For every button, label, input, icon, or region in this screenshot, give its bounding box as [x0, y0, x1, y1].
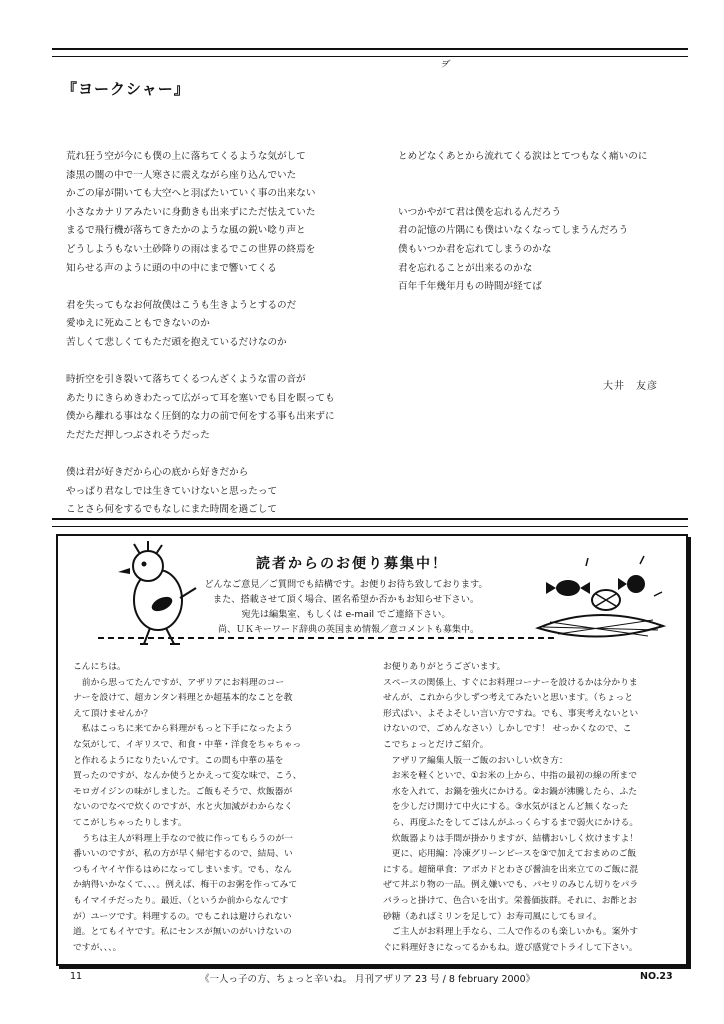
stanza-gap	[66, 278, 335, 297]
text-line: 前から思ってたんですが、アザリアにお料理のコー	[73, 677, 285, 688]
text-line: と作れるようになりたいんです。この間も中華の基を	[73, 755, 284, 766]
text-line: 炊飯器よりは手間が掛かりますが、結構おいしく炊けますよ！	[383, 833, 639, 844]
text-line: ぜて丼ぶり物の一品。例え嫌いでも、パセリのみじん切りをパラ	[383, 880, 639, 891]
text-line: 君を忘れることが出来るのかな	[398, 262, 533, 274]
stanza-gap	[66, 353, 335, 372]
text-line: まるで飛行機が落ちてきたかのような風の鋭い唸り声と	[66, 225, 306, 237]
box-note: 尚、ＵＫキーワード辞典の英国まめ情報／意コメントも募集中。	[218, 625, 480, 635]
text-line: ぐに料理好きになってるかもね。遊び感覚でトライして下さい。	[383, 942, 638, 953]
text-line: 僕は君が好きだから心の底から好きだから	[66, 467, 249, 479]
reader-letter	[73, 660, 302, 956]
text-line: スペースの関係上、すぐにお料理コーナーを設けるかは分かりま	[383, 677, 638, 688]
footer-caption: 《一人っ子の方、ちょっと辛いね。 月刊アザリア 23 号 / 8 february 2000》	[200, 974, 536, 985]
text-line: 形式ばい、よそよそしい言い方ですね。でも、事実考えないとい	[383, 708, 639, 719]
dashed-divider	[98, 637, 554, 639]
text-line: 買ったのですが、なんか使うとかえって変な味で、こう、	[73, 771, 302, 782]
text-line: アザリア編集人版一ご飯のおいしい炊き方：	[383, 755, 568, 766]
box-intro-line: どんなご意見／ご質問でも結構です。お便りお待ち致しております。	[204, 579, 488, 590]
box-intro-line: 宛先は編集室、もしくは e-mail でご連絡下さい。	[241, 609, 451, 620]
stanza-gap	[66, 446, 335, 465]
section-rule	[52, 518, 688, 527]
editor-reply	[383, 660, 638, 956]
text-line: 砂糖（あればミリンを足して）お寿司風にしてもヨイ。	[383, 911, 602, 922]
text-line: こでちょっとだけご紹介。	[383, 739, 489, 750]
text-line: 小さなカナリアみたいに身動きも出来ずにただ怯えていた	[66, 206, 316, 218]
issue-number: NO.23	[640, 971, 673, 982]
text-line: ですが、、、。	[73, 942, 122, 953]
text-line: 時折空を引き裂いて落ちてくるつんざくような雷の音が	[66, 374, 306, 386]
text-line: あたりにきらめきわたって広がって耳を塞いでも目を瞑っても	[66, 392, 335, 404]
text-line: 君の記憶の片隅にも僕はいなくなってしまうんだろう	[398, 225, 629, 237]
text-line: えて頂けませんか？	[73, 708, 153, 719]
box-intro	[196, 577, 496, 622]
text-line: てこがしちゃったりします。	[73, 817, 187, 828]
stanza-gap	[398, 167, 647, 186]
text-line: モロガイジンの味がしました。ご飯もそうで、炊飯器が	[73, 786, 293, 797]
text-line: ないのでなべで炊くのですが、水と火加減がわからなく	[73, 802, 293, 813]
candy-nest-illustration	[528, 548, 668, 648]
page-number: 11	[70, 971, 83, 982]
box-title: 読者からのお便り募集中！	[256, 556, 448, 572]
text-line: 百年千年幾年月もの時間が経てば	[398, 281, 542, 293]
text-line: か納得いかなくて、、、。例えば、梅干のお粥を作ってみて	[73, 880, 298, 891]
text-line: つもイヤイヤ作るはめになってしまいます。でも、なん	[73, 864, 292, 875]
poem-right-column	[398, 148, 647, 297]
text-line: 道。とてもイヤです。私にセンスが無いのがいけないの	[73, 927, 292, 938]
text-line: ら、再度ふたをしてごはんがふっくらするまで弱火にかける。	[383, 817, 639, 828]
text-line: パラっと掛けて、色合いを出す。栄養価抜群。それに、お酢とお	[383, 895, 637, 906]
text-line: お便りありがとうございます。	[383, 662, 506, 672]
text-line: な気がして、イギリスで、和食・中華・洋食をちゃちゃっ	[73, 739, 302, 750]
text-line: 番いいのですが、私の方が早く帰宅するので、結局、い	[73, 849, 293, 860]
text-line: が）ユーツです。料理するの。でもこれは避けられない	[73, 911, 292, 922]
text-line: 君を失ってもなお何故僕はこうも生きようとするのだ	[66, 299, 297, 311]
text-line: もイマイチだったり。最近、（というか前からなんです	[73, 895, 289, 906]
stanza-gap	[398, 185, 647, 204]
text-line: ナーを設けて、超カンタン料理とか超基本的なことを教	[73, 693, 293, 704]
page-title: 『ヨークシャー』	[62, 80, 190, 98]
text-line: とめどなくあとから流れてくる涙はとてつもなく痛いのに	[398, 151, 648, 162]
text-line: かごの扉が開いても大空へと羽ばたいていく事の出来ない	[66, 188, 316, 200]
text-line: お米を軽くといで、①お米の上から、中指の最初の線の所まで	[383, 771, 638, 782]
text-line: 荒れ狂う空が今にも僕の上に落ちてくるような気がして	[66, 151, 306, 162]
header-rule	[52, 48, 688, 57]
text-line: 僕から離れる事はなく圧倒的な力の前で何をする事も出来ずに	[66, 411, 335, 423]
text-line: ただただ押しつぶされそうだった	[66, 429, 210, 441]
text-line: いつかやがて君は僕を忘れるんだろう	[398, 206, 562, 218]
header-mark: ヺ	[440, 60, 450, 70]
text-line: ことさら何をするでもなしにまた時間を過ごして	[66, 504, 277, 516]
text-line: ご主人がお料理上手なら、二人で作るのも楽しいかも。案外す	[383, 927, 639, 938]
text-line: 知らせる声のように頭の中の中にまで響いてくる	[66, 262, 277, 274]
bird-illustration	[100, 540, 210, 650]
text-line: やっぱり君なしでは生きていけないと思ったって	[66, 485, 278, 497]
text-line: 更に、応用編：冷凍グリーンピースを③で加えておまめのご飯	[383, 849, 637, 860]
text-line: せんが、これから少しずつ考えてみたいと思います。（ちょっと	[383, 693, 634, 704]
text-line: 僕もいつか君を忘れてしまうのかな	[398, 243, 552, 255]
author-name: 大井 友彦	[603, 381, 658, 392]
text-line: 漆黒の闇の中で一人寒さに震えながら座り込んでいた	[66, 169, 297, 181]
text-line: を少しだけ開けて中火にする。③水気がほとんど無くなった	[383, 802, 629, 813]
text-line: どうしようもない土砂降りの雨はまるでこの世界の終焉を	[66, 243, 316, 255]
text-line: けないので、ごめんなさい）しかしです！ せっかくなので、こ	[383, 724, 632, 735]
poem-left-column	[66, 148, 335, 520]
text-line: 水を入れて、お鍋を強火にかける。②お鍋が沸騰したら、ふた	[383, 786, 638, 797]
text-line: 苦しくて悲しくてもただ頭を抱えているだけなのか	[66, 336, 287, 348]
text-line: こんにちは。	[73, 662, 126, 672]
text-line: うちは主人が料理上手なので彼に作ってもらうのが一	[73, 833, 293, 844]
text-line: にする。超簡単食：アボカドとわさび醤油を出来立てのご飯に混	[383, 864, 639, 875]
text-line: 私はこっちに来てから料理がもっと下手になったよう	[73, 724, 293, 735]
box-intro-line: また、搭載させて頂く場合、匿名希望か否かもお知らせ下さい。	[212, 594, 480, 605]
text-line: 愛ゆえに死ぬこともできないのか	[66, 318, 210, 330]
